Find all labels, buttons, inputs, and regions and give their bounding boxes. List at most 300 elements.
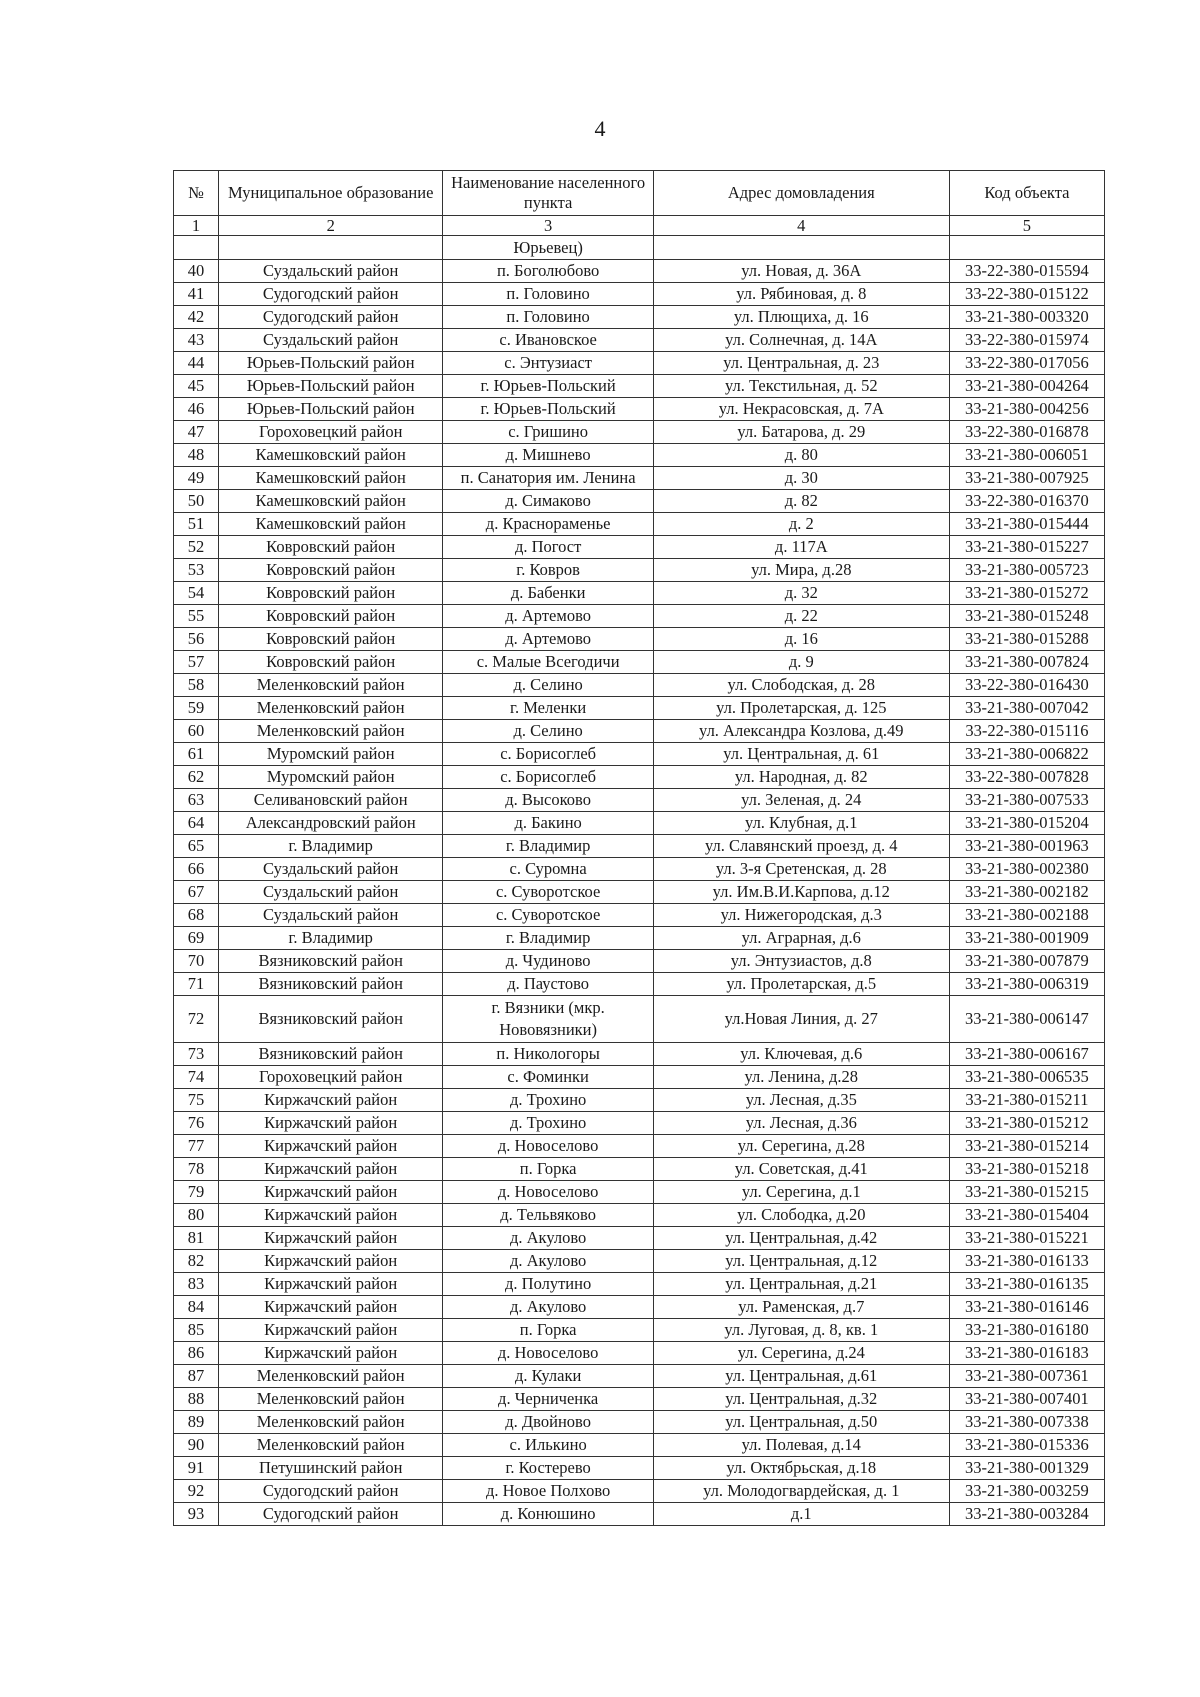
table-row (174, 1365, 1105, 1388)
locality-cell: д. Симаково (443, 490, 653, 513)
row-number-cell: 41 (174, 283, 219, 306)
locality-cell: с. Малые Всегодичи (443, 651, 653, 674)
table-row (174, 1503, 1105, 1526)
object-code-cell: 33-21-380-001909 (949, 927, 1104, 950)
municipality-cell: Суздальский район (218, 329, 443, 352)
row-number-cell: 68 (174, 904, 219, 927)
address-cell: ул. Александра Козлова, д.49 (653, 720, 949, 743)
table-row (174, 467, 1105, 490)
row-number-cell: 78 (174, 1158, 219, 1181)
column-number-cell: 4 (653, 216, 949, 236)
municipality-cell: Судогодский район (218, 1480, 443, 1503)
address-cell: ул. Энтузиастов, д.8 (653, 950, 949, 973)
header-cell: № (174, 171, 219, 216)
header-cell: Код объекта (949, 171, 1104, 216)
locality-cell: д. Мишнево (443, 444, 653, 467)
table-row (174, 881, 1105, 904)
row-number-cell: 89 (174, 1411, 219, 1434)
object-code-cell: 33-21-380-007401 (949, 1388, 1104, 1411)
row-number-cell: 70 (174, 950, 219, 973)
municipality-cell: Ковровский район (218, 559, 443, 582)
address-cell: ул. Луговая, д. 8, кв. 1 (653, 1319, 949, 1342)
row-number-cell: 60 (174, 720, 219, 743)
locality-cell: д. Артемово (443, 628, 653, 651)
locality-cell: с. Суворотское (443, 881, 653, 904)
municipality-cell: Меленковский район (218, 1411, 443, 1434)
table-row (174, 904, 1105, 927)
address-cell: ул. Центральная, д.42 (653, 1227, 949, 1250)
header-cell: Адрес домовладения (653, 171, 949, 216)
locality-cell: д. Паустово (443, 973, 653, 996)
locality-cell: д. Чудиново (443, 950, 653, 973)
address-cell: ул. Слободка, д.20 (653, 1204, 949, 1227)
locality-cell: с. Суворотское (443, 904, 653, 927)
object-code-cell: 33-21-380-015212 (949, 1112, 1104, 1135)
municipality-cell: Меленковский район (218, 697, 443, 720)
column-number-cell: 3 (443, 216, 653, 236)
address-cell: д. 2 (653, 513, 949, 536)
locality-cell: д. Полутино (443, 1273, 653, 1296)
address-cell: ул. Центральная, д.61 (653, 1365, 949, 1388)
locality-cell: г. Юрьев-Польский (443, 375, 653, 398)
row-number-cell: 61 (174, 743, 219, 766)
address-cell: ул. Солнечная, д. 14А (653, 329, 949, 352)
address-cell: д. 22 (653, 605, 949, 628)
row-number-cell: 51 (174, 513, 219, 536)
table-row (174, 835, 1105, 858)
municipality-cell: Вязниковский район (218, 996, 443, 1043)
locality-cell: п. Санатория им. Ленина (443, 467, 653, 490)
row-number-cell: 44 (174, 352, 219, 375)
table-row (174, 1181, 1105, 1204)
address-cell: ул. Новая, д. 36А (653, 260, 949, 283)
address-cell: ул. Центральная, д.12 (653, 1250, 949, 1273)
object-code-cell: 33-21-380-016133 (949, 1250, 1104, 1273)
municipality-cell: Киржачский район (218, 1342, 443, 1365)
object-code-cell: 33-21-380-015215 (949, 1181, 1104, 1204)
locality-cell: д. Кулаки (443, 1365, 653, 1388)
table-row (174, 306, 1105, 329)
municipality-cell: Муромский район (218, 766, 443, 789)
table-row (174, 260, 1105, 283)
row-number-cell: 85 (174, 1319, 219, 1342)
municipality-cell: Ковровский район (218, 536, 443, 559)
locality-cell: с. Борисоглеб (443, 766, 653, 789)
locality-cell: д. Погост (443, 536, 653, 559)
municipality-cell: Меленковский район (218, 674, 443, 697)
object-code-cell: 33-21-380-015221 (949, 1227, 1104, 1250)
locality-cell: д. Акулово (443, 1227, 653, 1250)
address-cell: д. 16 (653, 628, 949, 651)
object-code-cell: 33-22-380-016370 (949, 490, 1104, 513)
locality-cell: г. Владимир (443, 835, 653, 858)
object-code-cell: 33-22-380-016430 (949, 674, 1104, 697)
address-cell: д. 9 (653, 651, 949, 674)
object-code-cell: 33-21-380-007361 (949, 1365, 1104, 1388)
municipality-cell: Ковровский район (218, 651, 443, 674)
locality-cell: с. Суромна (443, 858, 653, 881)
municipality-cell: Суздальский район (218, 881, 443, 904)
locality-cell: п. Никологоры (443, 1043, 653, 1066)
row-number-cell: 82 (174, 1250, 219, 1273)
table-row (174, 927, 1105, 950)
object-code-cell: 33-21-380-007879 (949, 950, 1104, 973)
object-code-cell: 33-21-380-006167 (949, 1043, 1104, 1066)
municipality-cell: Суздальский район (218, 260, 443, 283)
row-number-cell: 49 (174, 467, 219, 490)
municipality-cell: Киржачский район (218, 1158, 443, 1181)
table-row (174, 1043, 1105, 1066)
address-cell: ул. Центральная, д.32 (653, 1388, 949, 1411)
locality-cell: п. Боголюбово (443, 260, 653, 283)
municipality-cell: Гороховецкий район (218, 421, 443, 444)
locality-cell: д. Новоселово (443, 1135, 653, 1158)
row-number-cell: 46 (174, 398, 219, 421)
object-code-cell: 33-21-380-015288 (949, 628, 1104, 651)
address-cell: д. 82 (653, 490, 949, 513)
address-cell: ул. Текстильная, д. 52 (653, 375, 949, 398)
table-cell: Юрьевец) (443, 236, 653, 260)
object-code-cell: 33-22-380-015594 (949, 260, 1104, 283)
object-code-cell: 33-21-380-007824 (949, 651, 1104, 674)
address-cell: ул. Серегина, д.24 (653, 1342, 949, 1365)
locality-cell: п. Головино (443, 306, 653, 329)
table-row (174, 1319, 1105, 1342)
object-code-cell: 33-21-380-006051 (949, 444, 1104, 467)
municipality-cell: Юрьев-Польский район (218, 352, 443, 375)
row-number-cell: 72 (174, 996, 219, 1043)
municipality-cell: г. Владимир (218, 927, 443, 950)
address-cell: ул. Клубная, д.1 (653, 812, 949, 835)
table-row (174, 1227, 1105, 1250)
municipality-cell: Меленковский район (218, 1365, 443, 1388)
table-cell (949, 236, 1104, 260)
table-row (174, 973, 1105, 996)
municipality-cell: Киржачский район (218, 1089, 443, 1112)
row-number-cell: 92 (174, 1480, 219, 1503)
locality-cell: д. Новоселово (443, 1181, 653, 1204)
locality-cell: д. Бабенки (443, 582, 653, 605)
municipality-cell: Киржачский район (218, 1135, 443, 1158)
row-number-cell: 45 (174, 375, 219, 398)
row-number-cell: 75 (174, 1089, 219, 1112)
locality-cell: д. Селино (443, 720, 653, 743)
address-cell: ул. Мира, д.28 (653, 559, 949, 582)
table-row (174, 605, 1105, 628)
row-number-cell: 83 (174, 1273, 219, 1296)
address-cell: ул. Слободская, д. 28 (653, 674, 949, 697)
address-cell: ул. Лесная, д.35 (653, 1089, 949, 1112)
locality-cell: г. Владимир (443, 927, 653, 950)
municipality-cell: Муромский район (218, 743, 443, 766)
row-number-cell: 65 (174, 835, 219, 858)
row-number-cell: 77 (174, 1135, 219, 1158)
address-cell: д. 30 (653, 467, 949, 490)
table-row (174, 651, 1105, 674)
row-number-cell: 90 (174, 1434, 219, 1457)
row-number-cell: 48 (174, 444, 219, 467)
address-cell: ул. Аграрная, д.6 (653, 927, 949, 950)
table-cell (174, 236, 219, 260)
object-code-cell: 33-21-380-015404 (949, 1204, 1104, 1227)
table-row (174, 674, 1105, 697)
address-cell: ул. Им.В.И.Карпова, д.12 (653, 881, 949, 904)
municipality-cell: Киржачский район (218, 1181, 443, 1204)
table-row (174, 1250, 1105, 1273)
municipality-cell: Киржачский район (218, 1204, 443, 1227)
address-cell: ул. Рябиновая, д. 8 (653, 283, 949, 306)
address-cell: ул. Славянский проезд, д. 4 (653, 835, 949, 858)
address-cell: ул. 3-я Сретенская, д. 28 (653, 858, 949, 881)
table-cell (218, 236, 443, 260)
row-number-cell: 71 (174, 973, 219, 996)
municipality-cell: Киржачский район (218, 1250, 443, 1273)
locality-cell: д. Артемово (443, 605, 653, 628)
object-code-cell: 33-21-380-006822 (949, 743, 1104, 766)
locality-cell: д. Новоселово (443, 1342, 653, 1365)
table-row (174, 375, 1105, 398)
locality-cell: с. Борисоглеб (443, 743, 653, 766)
address-cell: ул. Центральная, д. 61 (653, 743, 949, 766)
municipality-cell: Суздальский район (218, 904, 443, 927)
locality-cell: д. Новое Полхово (443, 1480, 653, 1503)
table-row (174, 858, 1105, 881)
object-code-cell: 33-21-380-015444 (949, 513, 1104, 536)
table-row (174, 697, 1105, 720)
column-number-cell: 2 (218, 216, 443, 236)
row-number-cell: 50 (174, 490, 219, 513)
object-code-cell: 33-21-380-016135 (949, 1273, 1104, 1296)
municipality-cell: Гороховецкий район (218, 1066, 443, 1089)
object-code-cell: 33-21-380-015204 (949, 812, 1104, 835)
municipality-cell: Селивановский район (218, 789, 443, 812)
municipality-cell: Вязниковский район (218, 950, 443, 973)
header-row (174, 171, 1105, 216)
locality-cell: д. Двойново (443, 1411, 653, 1434)
address-cell: ул. Центральная, д.50 (653, 1411, 949, 1434)
table-row (174, 582, 1105, 605)
municipality-cell: г. Владимир (218, 835, 443, 858)
address-cell: ул. Советская, д.41 (653, 1158, 949, 1181)
address-cell: ул. Нижегородская, д.3 (653, 904, 949, 927)
table-body (174, 236, 1105, 1526)
municipality-cell: Александровский район (218, 812, 443, 835)
table-row (174, 421, 1105, 444)
table-row (174, 1411, 1105, 1434)
object-code-cell: 33-21-380-002182 (949, 881, 1104, 904)
object-code-cell: 33-22-380-015122 (949, 283, 1104, 306)
address-cell: ул. Батарова, д. 29 (653, 421, 949, 444)
table-row (174, 559, 1105, 582)
municipality-cell: Юрьев-Польский район (218, 375, 443, 398)
object-code-cell: 33-21-380-001963 (949, 835, 1104, 858)
locality-cell: г. Костерево (443, 1457, 653, 1480)
object-code-cell: 33-21-380-015214 (949, 1135, 1104, 1158)
table-row (174, 1342, 1105, 1365)
municipality-cell: Меленковский район (218, 1434, 443, 1457)
locality-cell: г. Ковров (443, 559, 653, 582)
object-code-cell: 33-21-380-005723 (949, 559, 1104, 582)
row-number-cell: 62 (174, 766, 219, 789)
table-row (174, 766, 1105, 789)
table-row (174, 1204, 1105, 1227)
object-code-cell: 33-21-380-007925 (949, 467, 1104, 490)
continuation-row (174, 236, 1105, 260)
table-row (174, 1434, 1105, 1457)
object-code-cell: 33-21-380-002380 (949, 858, 1104, 881)
address-cell: ул. Пролетарская, д.5 (653, 973, 949, 996)
object-code-cell: 33-21-380-015218 (949, 1158, 1104, 1181)
table-row (174, 1112, 1105, 1135)
object-code-cell: 33-21-380-003284 (949, 1503, 1104, 1526)
municipality-cell: Ковровский район (218, 605, 443, 628)
row-number-cell: 67 (174, 881, 219, 904)
municipality-cell: Камешковский район (218, 444, 443, 467)
locality-cell: г. Меленки (443, 697, 653, 720)
row-number-cell: 74 (174, 1066, 219, 1089)
row-number-cell: 54 (174, 582, 219, 605)
object-code-cell: 33-22-380-007828 (949, 766, 1104, 789)
object-code-cell: 33-21-380-001329 (949, 1457, 1104, 1480)
header-cell: Муниципальное образование (218, 171, 443, 216)
locality-cell: д. Трохино (443, 1112, 653, 1135)
object-code-cell: 33-21-380-015211 (949, 1089, 1104, 1112)
object-code-cell: 33-21-380-015272 (949, 582, 1104, 605)
address-cell: ул. Центральная, д.21 (653, 1273, 949, 1296)
object-code-cell: 33-21-380-015227 (949, 536, 1104, 559)
column-number-row (174, 216, 1105, 236)
table-row (174, 1480, 1105, 1503)
object-code-cell: 33-21-380-006535 (949, 1066, 1104, 1089)
page-number: 4 (594, 116, 606, 141)
column-number-cell: 1 (174, 216, 219, 236)
municipality-cell: Ковровский район (218, 628, 443, 651)
table-row (174, 1066, 1105, 1089)
locality-cell: д. Акулово (443, 1296, 653, 1319)
address-cell: ул. Пролетарская, д. 125 (653, 697, 949, 720)
address-cell: ул. Зеленая, д. 24 (653, 789, 949, 812)
table-row (174, 1457, 1105, 1480)
municipality-cell: Судогодский район (218, 283, 443, 306)
row-number-cell: 84 (174, 1296, 219, 1319)
address-cell: ул. Серегина, д.1 (653, 1181, 949, 1204)
municipality-cell: Юрьев-Польский район (218, 398, 443, 421)
row-number-cell: 56 (174, 628, 219, 651)
address-cell: д.1 (653, 1503, 949, 1526)
object-code-cell: 33-22-380-016878 (949, 421, 1104, 444)
locality-cell: г. Юрьев-Польский (443, 398, 653, 421)
object-code-cell: 33-22-380-015974 (949, 329, 1104, 352)
object-code-cell: 33-21-380-003259 (949, 1480, 1104, 1503)
row-number-cell: 73 (174, 1043, 219, 1066)
municipality-cell: Петушинский район (218, 1457, 443, 1480)
municipality-cell: Меленковский район (218, 720, 443, 743)
row-number-cell: 57 (174, 651, 219, 674)
object-code-cell: 33-21-380-016180 (949, 1319, 1104, 1342)
registry-table (173, 170, 1105, 1526)
table-row (174, 743, 1105, 766)
table-row (174, 283, 1105, 306)
row-number-cell: 40 (174, 260, 219, 283)
address-cell: ул. Ленина, д.28 (653, 1066, 949, 1089)
table-row (174, 1135, 1105, 1158)
locality-cell: д. Конюшино (443, 1503, 653, 1526)
address-cell: ул. Молодогвардейская, д. 1 (653, 1480, 949, 1503)
locality-cell: с. Фоминки (443, 1066, 653, 1089)
row-number-cell: 64 (174, 812, 219, 835)
address-cell: ул. Октябрьская, д.18 (653, 1457, 949, 1480)
locality-cell: п. Горка (443, 1158, 653, 1181)
municipality-cell: Вязниковский район (218, 973, 443, 996)
row-number-cell: 80 (174, 1204, 219, 1227)
address-cell: д. 80 (653, 444, 949, 467)
locality-cell: с. Энтузиаст (443, 352, 653, 375)
row-number-cell: 93 (174, 1503, 219, 1526)
address-cell: ул.Новая Линия, д. 27 (653, 996, 949, 1043)
municipality-cell: Киржачский район (218, 1296, 443, 1319)
table-row (174, 352, 1105, 375)
row-number-cell: 42 (174, 306, 219, 329)
address-cell: ул. Народная, д. 82 (653, 766, 949, 789)
municipality-cell: Судогодский район (218, 1503, 443, 1526)
table-row (174, 789, 1105, 812)
table-row (174, 1296, 1105, 1319)
object-code-cell: 33-21-380-016146 (949, 1296, 1104, 1319)
object-code-cell: 33-21-380-003320 (949, 306, 1104, 329)
locality-cell: п. Головино (443, 283, 653, 306)
municipality-cell: Камешковский район (218, 467, 443, 490)
municipality-cell: Суздальский район (218, 858, 443, 881)
table-row (174, 536, 1105, 559)
object-code-cell: 33-21-380-002188 (949, 904, 1104, 927)
object-code-cell: 33-21-380-016183 (949, 1342, 1104, 1365)
table-row (174, 950, 1105, 973)
address-cell: д. 117А (653, 536, 949, 559)
row-number-cell: 47 (174, 421, 219, 444)
row-number-cell: 76 (174, 1112, 219, 1135)
municipality-cell: Судогодский район (218, 306, 443, 329)
row-number-cell: 81 (174, 1227, 219, 1250)
municipality-cell: Ковровский район (218, 582, 443, 605)
municipality-cell: Киржачский район (218, 1227, 443, 1250)
row-number-cell: 53 (174, 559, 219, 582)
table-row (174, 628, 1105, 651)
locality-cell: г. Вязники (мкр. Нововязники) (443, 996, 653, 1043)
locality-cell: д. Акулово (443, 1250, 653, 1273)
row-number-cell: 59 (174, 697, 219, 720)
header-cell: Наименование населенного пункта (443, 171, 653, 216)
municipality-cell: Киржачский район (218, 1112, 443, 1135)
locality-cell: д. Трохино (443, 1089, 653, 1112)
row-number-cell: 86 (174, 1342, 219, 1365)
table-row (174, 490, 1105, 513)
address-cell: ул. Ключевая, д.6 (653, 1043, 949, 1066)
object-code-cell: 33-21-380-004256 (949, 398, 1104, 421)
object-code-cell: 33-21-380-006319 (949, 973, 1104, 996)
locality-cell: д. Черниченка (443, 1388, 653, 1411)
address-cell: д. 32 (653, 582, 949, 605)
table-row (174, 1273, 1105, 1296)
object-code-cell: 33-22-380-015116 (949, 720, 1104, 743)
locality-cell: д. Высоково (443, 789, 653, 812)
object-code-cell: 33-21-380-015336 (949, 1434, 1104, 1457)
locality-cell: д. Селино (443, 674, 653, 697)
table-cell (653, 236, 949, 260)
address-cell: ул. Лесная, д.36 (653, 1112, 949, 1135)
municipality-cell: Вязниковский район (218, 1043, 443, 1066)
municipality-cell: Камешковский район (218, 513, 443, 536)
address-cell: ул. Некрасовская, д. 7А (653, 398, 949, 421)
